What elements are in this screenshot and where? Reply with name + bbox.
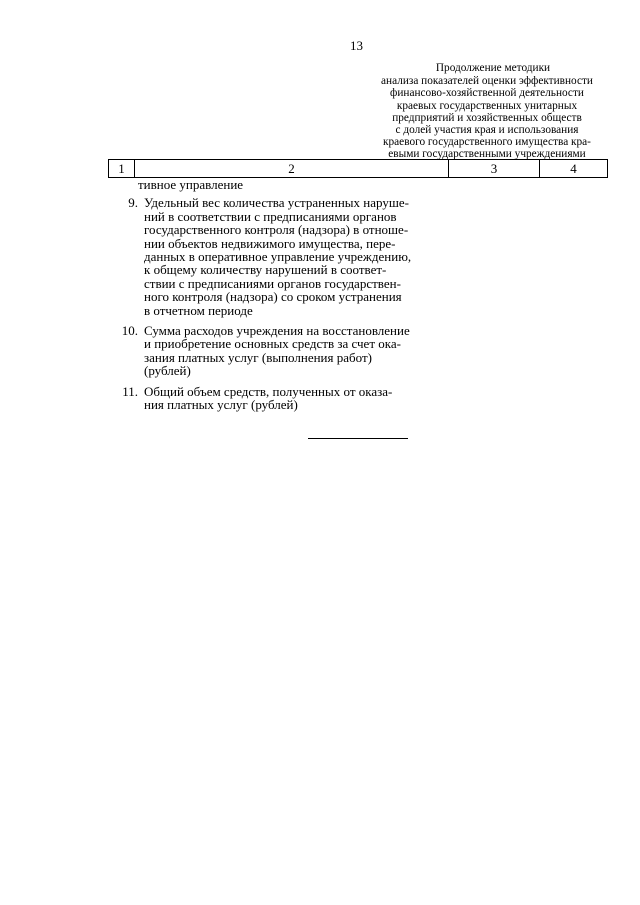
item-number: 11.	[122, 383, 138, 399]
item-number: 9.	[128, 195, 138, 211]
item-line: (рублей)	[144, 363, 191, 379]
item-line: Сумма расходов учреждения на восстановление	[144, 323, 410, 339]
item-line: и приобретение основных средств за счет ока-	[144, 336, 401, 352]
list-item	[108, 196, 448, 317]
item-text	[144, 324, 448, 378]
appendix-line: финансово-хозяйственной деятельности	[390, 87, 584, 100]
item-line: в отчетном периоде	[144, 302, 253, 318]
continuation-text: тивное управление	[138, 177, 244, 192]
appendix-heading	[362, 62, 612, 161]
item-line: данных в оперативное управление учреждению,	[144, 249, 412, 265]
column-number-cell: 2	[135, 160, 449, 178]
appendix-line: анализа показателей оценки эффективности	[381, 75, 593, 88]
item-line: Удельный вес количества устраненных наруше-	[144, 195, 409, 211]
item-line: ного контроля (надзора) со сроком устранения	[144, 289, 402, 305]
appendix-line: с долей участия края и использования	[395, 124, 579, 137]
indicator-list	[108, 178, 448, 419]
column-number-header	[108, 159, 608, 178]
item-line: зания платных услуг (выполнения работ)	[144, 349, 372, 365]
item-text	[144, 196, 448, 317]
column-number-cell: 3	[449, 160, 540, 178]
item-line: нии объектов недвижимого имущества, пере-	[144, 235, 396, 251]
item-number: 10.	[121, 323, 138, 339]
appendix-line: краевых государственных унитарных	[396, 99, 578, 112]
appendix-title: Продолжение методики	[435, 62, 551, 74]
appendix-line: краевого государственного имущества кра-	[383, 136, 591, 149]
item-line: ствии с предписаниями органов государствен-	[144, 275, 401, 291]
item-line: Общий объем средств, полученных от оказа-	[144, 383, 393, 399]
column-number-cell: 4	[540, 160, 608, 178]
list-item	[108, 324, 448, 378]
appendix-line: предприятий и хозяйственных обществ	[392, 111, 582, 124]
column-number-cell: 1	[109, 160, 135, 178]
appendix-line: евыми государственными учреждениями	[388, 148, 586, 161]
list-item	[108, 385, 448, 412]
item-line: к общему количеству нарушений в соответ-	[144, 262, 387, 278]
item-line: ний в соответствии с предписаниями органов	[144, 208, 397, 224]
page-number: 13	[350, 38, 363, 53]
item-line: государственного контроля (надзора) в отноше-	[144, 222, 409, 238]
item-line: ния платных услуг (рублей)	[144, 397, 298, 413]
end-separator-line	[308, 438, 408, 439]
item-text	[144, 385, 448, 412]
